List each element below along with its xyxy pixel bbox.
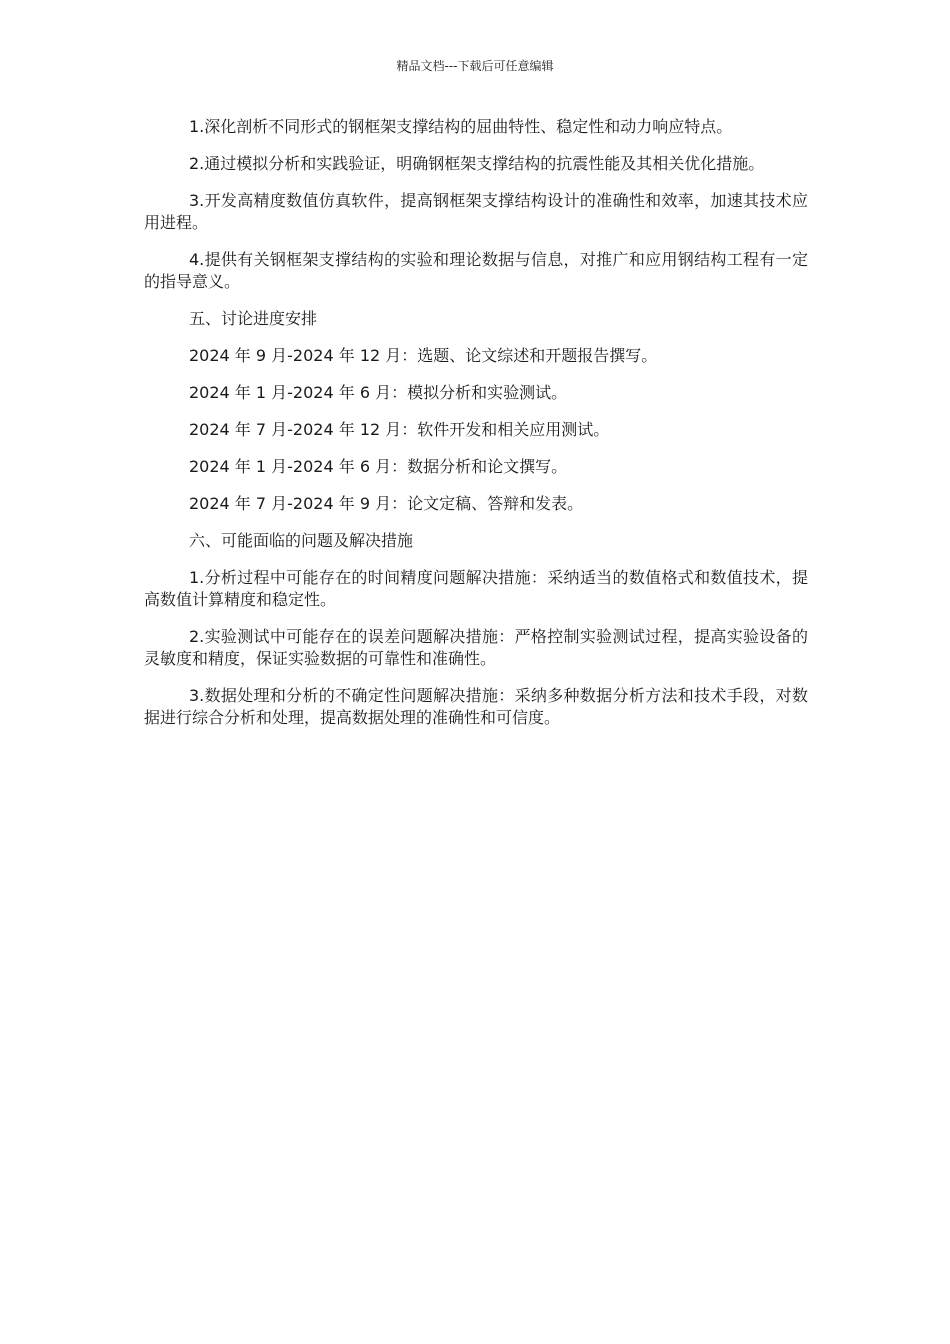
goal-item-1: 1.深化剖析不同形式的钢框架支撑结构的屈曲特性、稳定性和动力响应特点。 bbox=[189, 117, 733, 136]
schedule-item-3: 2024 年 7 月-2024 年 12 月：软件开发和相关应用测试。 bbox=[189, 420, 610, 439]
page-header: 精品文档---下载后可任意编辑 bbox=[396, 59, 554, 73]
schedule-item-1: 2024 年 9 月-2024 年 12 月：选题、论文综述和开题报告撰写。 bbox=[189, 346, 658, 365]
problem-item-2: 2.实验测试中可能存在的误差问题解决措施：严格控制实验测试过程，提高实验设备的灵敏度和精度，保证实验数据的可靠性和准确性。 bbox=[144, 627, 808, 668]
goal-item-3: 3.开发高精度数值仿真软件，提高钢框架支撑结构设计的准确性和效率，加速其技术应用进程。 bbox=[144, 191, 808, 232]
schedule-item-2: 2024 年 1 月-2024 年 6 月：模拟分析和实验测试。 bbox=[189, 383, 568, 402]
schedule-item-5: 2024 年 7 月-2024 年 9 月：论文定稿、答辩和发表。 bbox=[189, 494, 584, 513]
document-body bbox=[144, 116, 808, 744]
schedule-item-4: 2024 年 1 月-2024 年 6 月：数据分析和论文撰写。 bbox=[189, 457, 568, 476]
problem-item-1: 1.分析过程中可能存在的时间精度问题解决措施：采纳适当的数值格式和数值技术，提高数值计算精度和稳定性。 bbox=[144, 568, 808, 609]
section-heading-schedule: 五、讨论进度安排 bbox=[189, 309, 318, 328]
goal-item-2: 2.通过模拟分析和实践验证，明确钢框架支撑结构的抗震性能及其相关优化措施。 bbox=[189, 154, 765, 173]
section-heading-problems: 六、可能面临的问题及解决措施 bbox=[189, 531, 414, 550]
problem-item-3: 3.数据处理和分析的不确定性问题解决措施：采纳多种数据分析方法和技术手段，对数据进行综合分析和处理，提高数据处理的准确性和可信度。 bbox=[144, 686, 808, 727]
goal-item-4: 4.提供有关钢框架支撑结构的实验和理论数据与信息，对推广和应用钢结构工程有一定的指导意义。 bbox=[144, 250, 808, 291]
